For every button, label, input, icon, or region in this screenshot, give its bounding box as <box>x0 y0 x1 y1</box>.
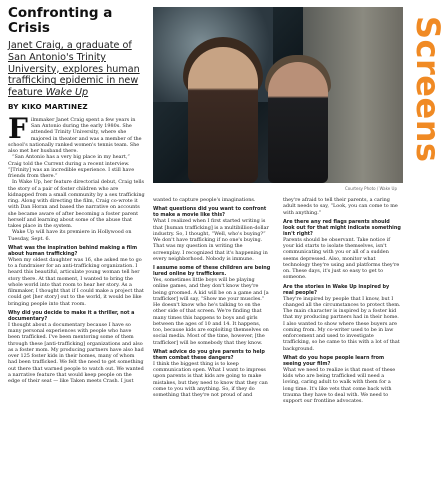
answer: Yes, sometimes little boys will be playing online games, and they don't know they're being groomed. A kid will be on a game and [a trafficker] will say, “Show me your muscles.” He doesn't know who he's talking to on the other side of that screen. We're finding that many times this happens to boys and girls between the ages of 10 and 14. It happens, too, because kids are exploiting themselves on social media. Most of the time, however, [the trafficker] will be somebody that they know. <box>153 277 269 346</box>
question: What was the inspiration behind making a film about human trafficking? <box>8 244 138 257</box>
paragraph: Filmmaker Janet Craig spent a few years in San Antonio during the early 1980s. She attended Trinity University, where she majored in theater and was a member of the school's nationally ranked women's tennis team. She also met her husband there. <box>8 111 142 155</box>
film-still-photo <box>153 7 403 183</box>
paragraph: “San Antonio has a very big place in my heart,” Craig told the Current during a recent interview. “[Trinity] was an incredible experience. I still have friends from there.” <box>8 154 135 180</box>
question: Are the stories in Wake Up inspired by real people? <box>283 283 390 296</box>
photo-person-boy <box>268 62 328 183</box>
body-column-1 <box>8 111 145 385</box>
answer: When my oldest daughter was 16, she asked me to go to a fundraiser for an anti-trafficking organization. I heard this beautiful, articulate young woman tell her story there. At that moment, I wanted to bring the whole world into that room to hear her story. As a filmmaker, I thought that if I could make a project that could get [her story] out to the world, it would be like bringing people into that room. <box>8 256 144 307</box>
paragraph: they're afraid to tell their parents, a caring adult needs to say, “Look, you can come to me with anything.” <box>283 197 398 216</box>
question: What questions did you want to confront to make a movie like this? <box>153 206 267 219</box>
answer: What I realized when I first started writing is that [human trafficking] is a multibillion-dollar industry. So, I thought, “Well, who's buying?” We don't have trafficking if no one's buying. That was my question in writing the screenplay. I recognized that it's happening in every neighborhood. Nobody is immune. <box>153 218 269 262</box>
body-column-3 <box>283 197 401 404</box>
question: Are there any red flags parents should look out for that might indicate something isn't right? <box>283 218 401 237</box>
answer: Parents should be observant. Take notice if your kid starts to isolate themselves, isn't communicating with you or all of a sudden seems depressed. Also, monitor what technology they're using and platforms they're on. These days, it's just so easy to get to someone. <box>283 236 400 281</box>
photo-person-girl <box>188 47 258 183</box>
answer: What we need to realize is that most of these kids who are being trafficked will need a loving, caring adult to walk with them for a long time. It's like vets that come back with trauma they have to deal with. We need to support our frontline advocates. <box>283 366 396 404</box>
paragraph: In Wake Up, her feature directorial debut, Craig tells the story of a pair of foster children who are kidnapped from a small community by a sex trafficking ring. Along with directing the film, Craig co-wrote it with Dan Horan and based the narrative on accounts she became aware of after becoming a foster parent herself and learning about some of the abuse that takes place in the system. <box>8 179 145 230</box>
answer: I thought about a documentary because I have so many personal experiences with people who have been trafficked. I've been mentoring some of them through these [anti-trafficking] organizations and also as a foster mom. My producing partners have also had over 125 foster kids in their homes, many of whom had been trafficked. We felt the need to get something out there that warned people to watch out. We wanted a narrative feature that would keep people on the edge of their seat — like Taken meets Crash. I just <box>8 321 144 385</box>
headline: Confronting a Crisis <box>8 5 113 36</box>
body-column-2 <box>153 197 271 398</box>
drop-cap: F <box>8 111 28 145</box>
section-label: Screens <box>409 16 447 163</box>
deck: Janet Craig, a graduate of San Antonio's Trinity University, explores human trafficking epidemic in new feature Wake Up <box>8 40 140 99</box>
question: What advice do you give parents to help them combat these dangers? <box>153 348 265 361</box>
paragraph: wanted to capture people's imaginations. <box>153 197 256 203</box>
paragraph: Wake Up will have its premiere in Hollywood on Tuesday, Sept. 6. <box>8 229 132 242</box>
question: I assume some of these children are being lured online by traffickers. <box>153 265 271 277</box>
answer: They're inspired by people that I know, but I changed all the circumstances to protect them. The main character is inspired by a foster kid that my producing partners had in their home. I also wanted to show where these buyers are coming from. My co-writer used to be in law enforcement and used to investigate trafficking, so he came to this with a lot of that background. <box>283 295 401 352</box>
byline: BY KIKO MARTINEZ <box>8 101 88 111</box>
question: Why did you decide to make it a thriller, not a documentary? <box>8 309 135 322</box>
answer: I think the biggest thing is to keep communication open. What I want to impress upon parents is that kids are going to make mistakes, but they need to know that they can come to you with anything. So, if they do something that they're not proud of and <box>153 360 268 398</box>
photo-credit: Courtesy Photo / Wake Up <box>345 186 397 191</box>
question: What do you hope people learn from seeing your film? <box>283 354 385 367</box>
article-intro <box>8 6 145 384</box>
